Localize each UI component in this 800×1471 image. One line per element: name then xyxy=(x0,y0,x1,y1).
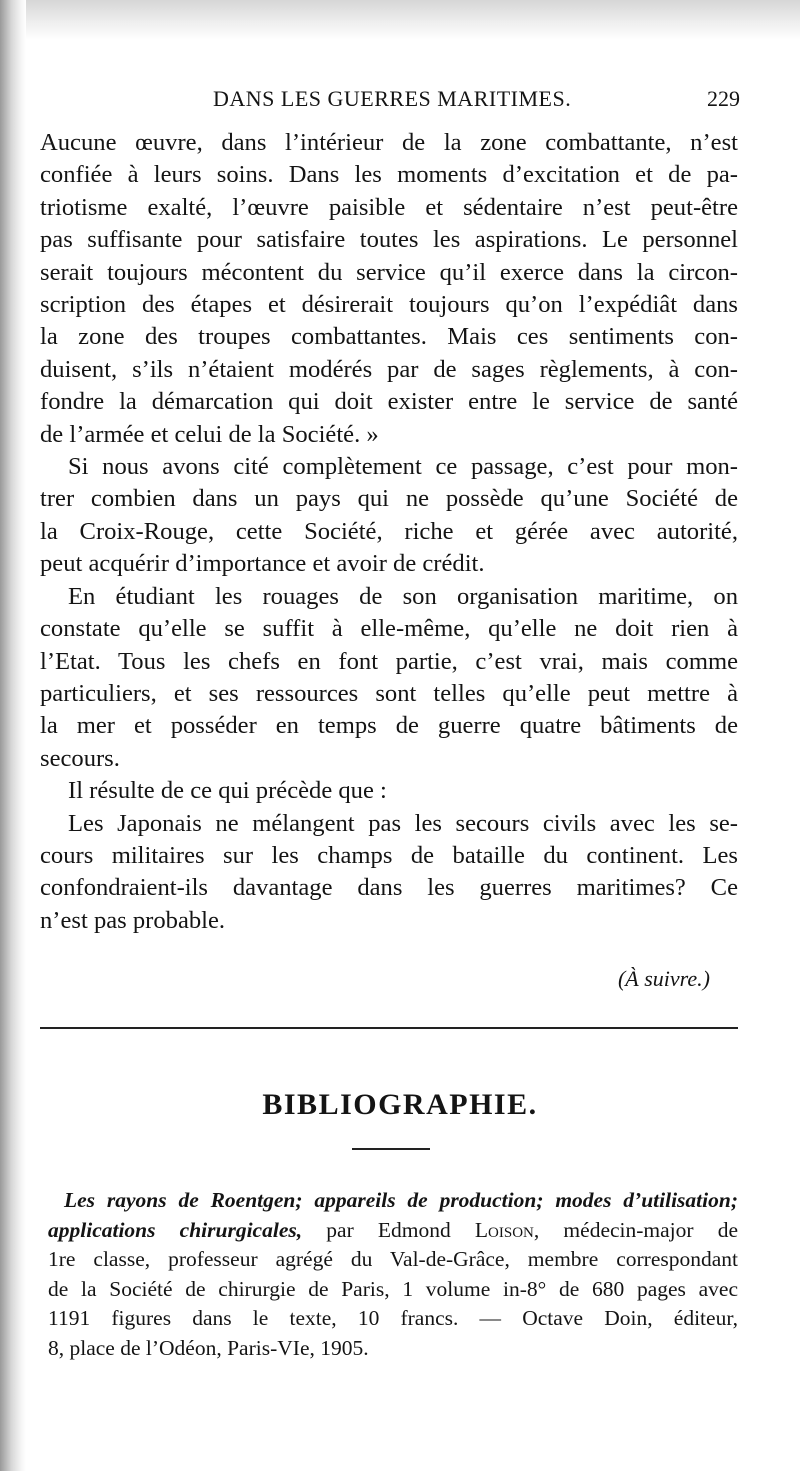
text-line: trer combien dans un pays qui ne possède qu’une Société de xyxy=(40,485,738,513)
text-line: duisent, s’ils n’étaient modérés par de sages règlements, à con- xyxy=(40,355,738,383)
text-line: l’Etat. Tous les chefs en font partie, c’est vrai, mais comme xyxy=(40,647,738,675)
bib-by: par Edmond xyxy=(326,1217,451,1242)
paragraph-quote-end xyxy=(40,127,738,451)
text-line: confiée à leurs soins. Dans les moments d’excitation et de pa- xyxy=(40,161,738,189)
bib-line: 1191 figures dans le texte, 10 francs. — Octave Doin, éditeur, xyxy=(48,1306,738,1331)
text-line: particuliers, et ses ressources sont telles qu’elle peut mettre à xyxy=(40,679,738,707)
bib-line xyxy=(48,1216,738,1246)
text-line: peut acquérir d’importance et avoir de crédit. xyxy=(40,550,485,578)
section-divider xyxy=(40,1027,738,1029)
bib-line: de la Société de chirurgie de Paris, 1 volume in-8° de 680 pages avec xyxy=(48,1276,738,1301)
text-line: Aucune œuvre, dans l’intérieur de la zone combattante, n’est xyxy=(40,129,738,156)
body-text xyxy=(40,127,738,937)
text-line: cours militaires sur les champs de bataille du continent. Les xyxy=(40,841,738,869)
bib-line: 1re classe, professeur agrégé du Val-de-Grâce, membre correspondant xyxy=(48,1247,738,1272)
text-line: n’est pas probable. xyxy=(40,906,226,934)
bibliography-heading: BIBLIOGRAPHIE. xyxy=(262,1088,538,1121)
text-line: triotisme exalté, l’œuvre paisible et sédentaire n’est peut-être xyxy=(40,193,738,221)
text-line: secours. xyxy=(40,744,120,772)
bib-title: Les rayons de Roentgen; appareils de production; modes d’utilisation; xyxy=(64,1188,738,1212)
page-number: 229 xyxy=(707,86,740,111)
text-line: la zone des troupes combattantes. Mais ces sentiments con- xyxy=(40,323,738,351)
paragraph-conclusion-intro xyxy=(40,775,738,807)
page-binding-shadow xyxy=(0,0,26,1471)
bib-line xyxy=(48,1186,738,1216)
paragraph-organisation xyxy=(40,581,738,775)
text-line: scription des étapes et désirerait toujours qu’on l’expédiât dans xyxy=(40,291,738,319)
text-line: fondre la démarcation qui doit exister entre le service de santé xyxy=(40,388,738,416)
bib-author-surname: Loison xyxy=(474,1217,534,1242)
paragraph-conclusion xyxy=(40,808,738,938)
bibliography-entry xyxy=(48,1186,738,1364)
text-line: Si nous avons cité complètement ce passage, c’est pour mon- xyxy=(68,453,738,481)
text-line: constate qu’elle se suffit à elle-même, qu’elle ne doit rien à xyxy=(40,615,738,643)
text-line: Les Japonais ne mélangent pas les secours civils avec les se- xyxy=(68,809,738,837)
text-line: confondraient-ils davantage dans les guerres maritimes? Ce xyxy=(40,874,738,902)
text-line: de l’armée et celui de la Société. » xyxy=(40,420,379,448)
running-header xyxy=(50,86,740,116)
text-line: pas suffisante pour satisfaire toutes les aspirations. Le personnel xyxy=(40,226,738,254)
running-title: DANS LES GUERRES MARITIMES. xyxy=(213,86,572,111)
bib-line: 8, place de l’Odéon, Paris-VIe, 1905. xyxy=(48,1335,369,1360)
page-top-shadow xyxy=(0,0,800,40)
paragraph-citation xyxy=(40,451,738,581)
text-line: Il résulte de ce qui précède que : xyxy=(68,777,387,805)
heading-underline xyxy=(352,1148,430,1150)
text-line: la mer et posséder en temps de guerre quatre bâtiments de xyxy=(40,712,738,740)
text-line: la Croix-Rouge, cette Société, riche et gérée avec autorité, xyxy=(40,517,738,545)
bib-author-title: , médecin-major de xyxy=(533,1217,739,1242)
bib-title-cont: applications chirurgicales, xyxy=(48,1217,303,1242)
text-line: En étudiant les rouages de son organisation maritime, on xyxy=(68,582,738,610)
to-be-continued: (À suivre.) xyxy=(617,966,710,991)
text-line: serait toujours mécontent du service qu’il exerce dans la circon- xyxy=(40,258,738,286)
